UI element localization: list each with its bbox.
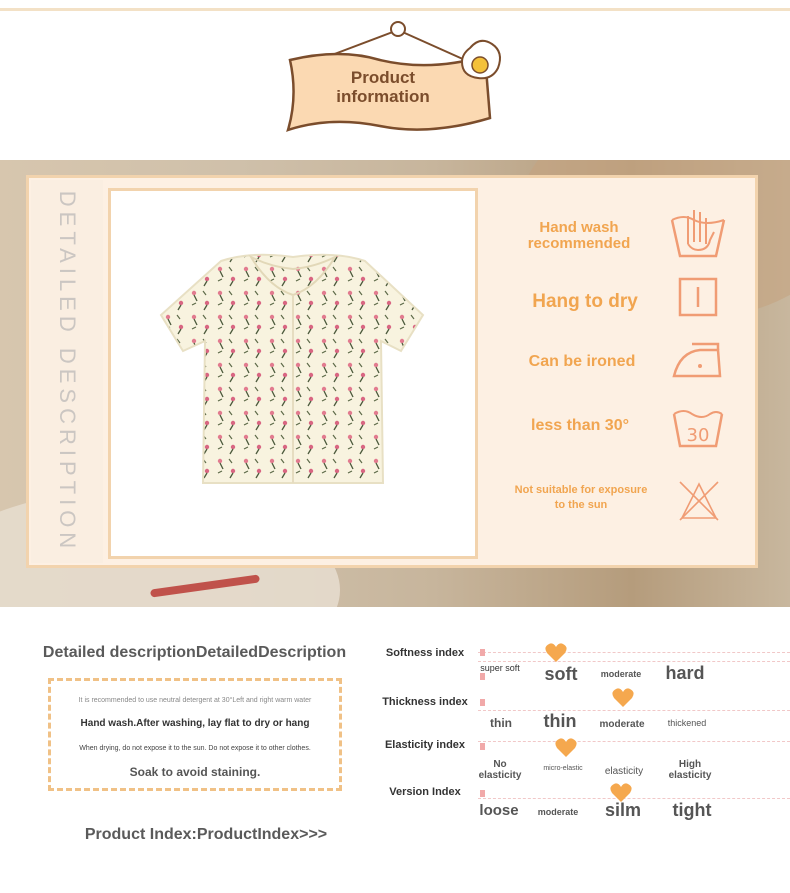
elasticity-index-label: Elasticity index xyxy=(384,739,466,751)
elasticity-option-elasticity: elasticity xyxy=(604,766,644,777)
elasticity-option-none: No elasticity xyxy=(478,759,522,781)
thickness-option-moderate: moderate xyxy=(599,719,645,730)
version-option-loose: loose xyxy=(479,802,519,819)
thickness-heart-icon xyxy=(612,688,634,708)
shirt-image xyxy=(111,191,475,556)
elasticity-option-micro: micro-elastic xyxy=(543,765,583,772)
description-title: Detailed descriptionDetailedDescription xyxy=(42,644,347,661)
softness-option-moderate: moderate xyxy=(600,669,642,679)
wash-30-icon xyxy=(672,406,724,448)
softness-tick-2 xyxy=(480,673,485,680)
product-info-title: Product information xyxy=(336,68,430,106)
care-label-hand-wash: Hand wash recommended xyxy=(527,219,631,252)
thickness-tick xyxy=(480,699,485,706)
softness-tick xyxy=(480,649,485,656)
hand-wash-icon xyxy=(668,206,728,260)
svg-text:30: 30 xyxy=(686,425,710,446)
softness-heart-icon xyxy=(545,643,567,663)
description-line-1: It is recommended to use neutral detergent at 30°Left and right warm water xyxy=(78,697,312,704)
product-photo xyxy=(108,188,478,559)
product-index-title: Product Index:ProductIndex>>> xyxy=(84,826,328,843)
no-sun-icon xyxy=(676,478,722,524)
version-option-moderate: moderate xyxy=(537,807,579,817)
side-label: DETAILED DESCRIPTION xyxy=(55,190,80,554)
softness-option-super-soft: super soft xyxy=(480,663,520,673)
description-line-3: When drying, do not expose it to the sun. Do not expose it to other clothes. xyxy=(79,745,311,752)
softness-line xyxy=(478,652,790,654)
care-label-wash-30: less than 30° xyxy=(531,417,629,434)
description-line-2: Hand wash.After washing, lay flat to dry or hang xyxy=(80,718,310,729)
thickness-option-thin-small: thin xyxy=(490,716,512,730)
softness-option-hard: hard xyxy=(665,663,705,683)
softness-index-label: Softness index xyxy=(385,647,465,659)
thickness-index-label: Thickness index xyxy=(382,696,468,708)
iron-icon xyxy=(670,340,724,380)
care-label-no-sun: Not suitable for exposure to the sun xyxy=(514,484,648,511)
elasticity-line xyxy=(478,741,790,743)
care-label-hang-dry: Hang to dry xyxy=(532,291,638,312)
thickness-line xyxy=(478,710,790,712)
elasticity-tick xyxy=(480,743,485,750)
top-divider xyxy=(0,8,790,11)
thickness-option-thin: thin xyxy=(543,711,577,731)
softness-option-soft: soft xyxy=(544,664,578,684)
care-label-iron: Can be ironed xyxy=(528,353,636,370)
version-option-silm: silm xyxy=(604,800,642,820)
version-option-tight: tight xyxy=(672,800,712,820)
thickness-option-thickened: thickened xyxy=(667,718,707,728)
hang-dry-icon xyxy=(678,277,718,317)
elasticity-option-high: High elasticity xyxy=(668,759,712,781)
elasticity-heart-icon xyxy=(555,738,577,758)
softness-line-2 xyxy=(478,661,790,663)
description-line-4: Soak to avoid staining. xyxy=(129,765,261,779)
version-tick xyxy=(480,790,485,797)
version-index-label: Version Index xyxy=(389,786,461,798)
